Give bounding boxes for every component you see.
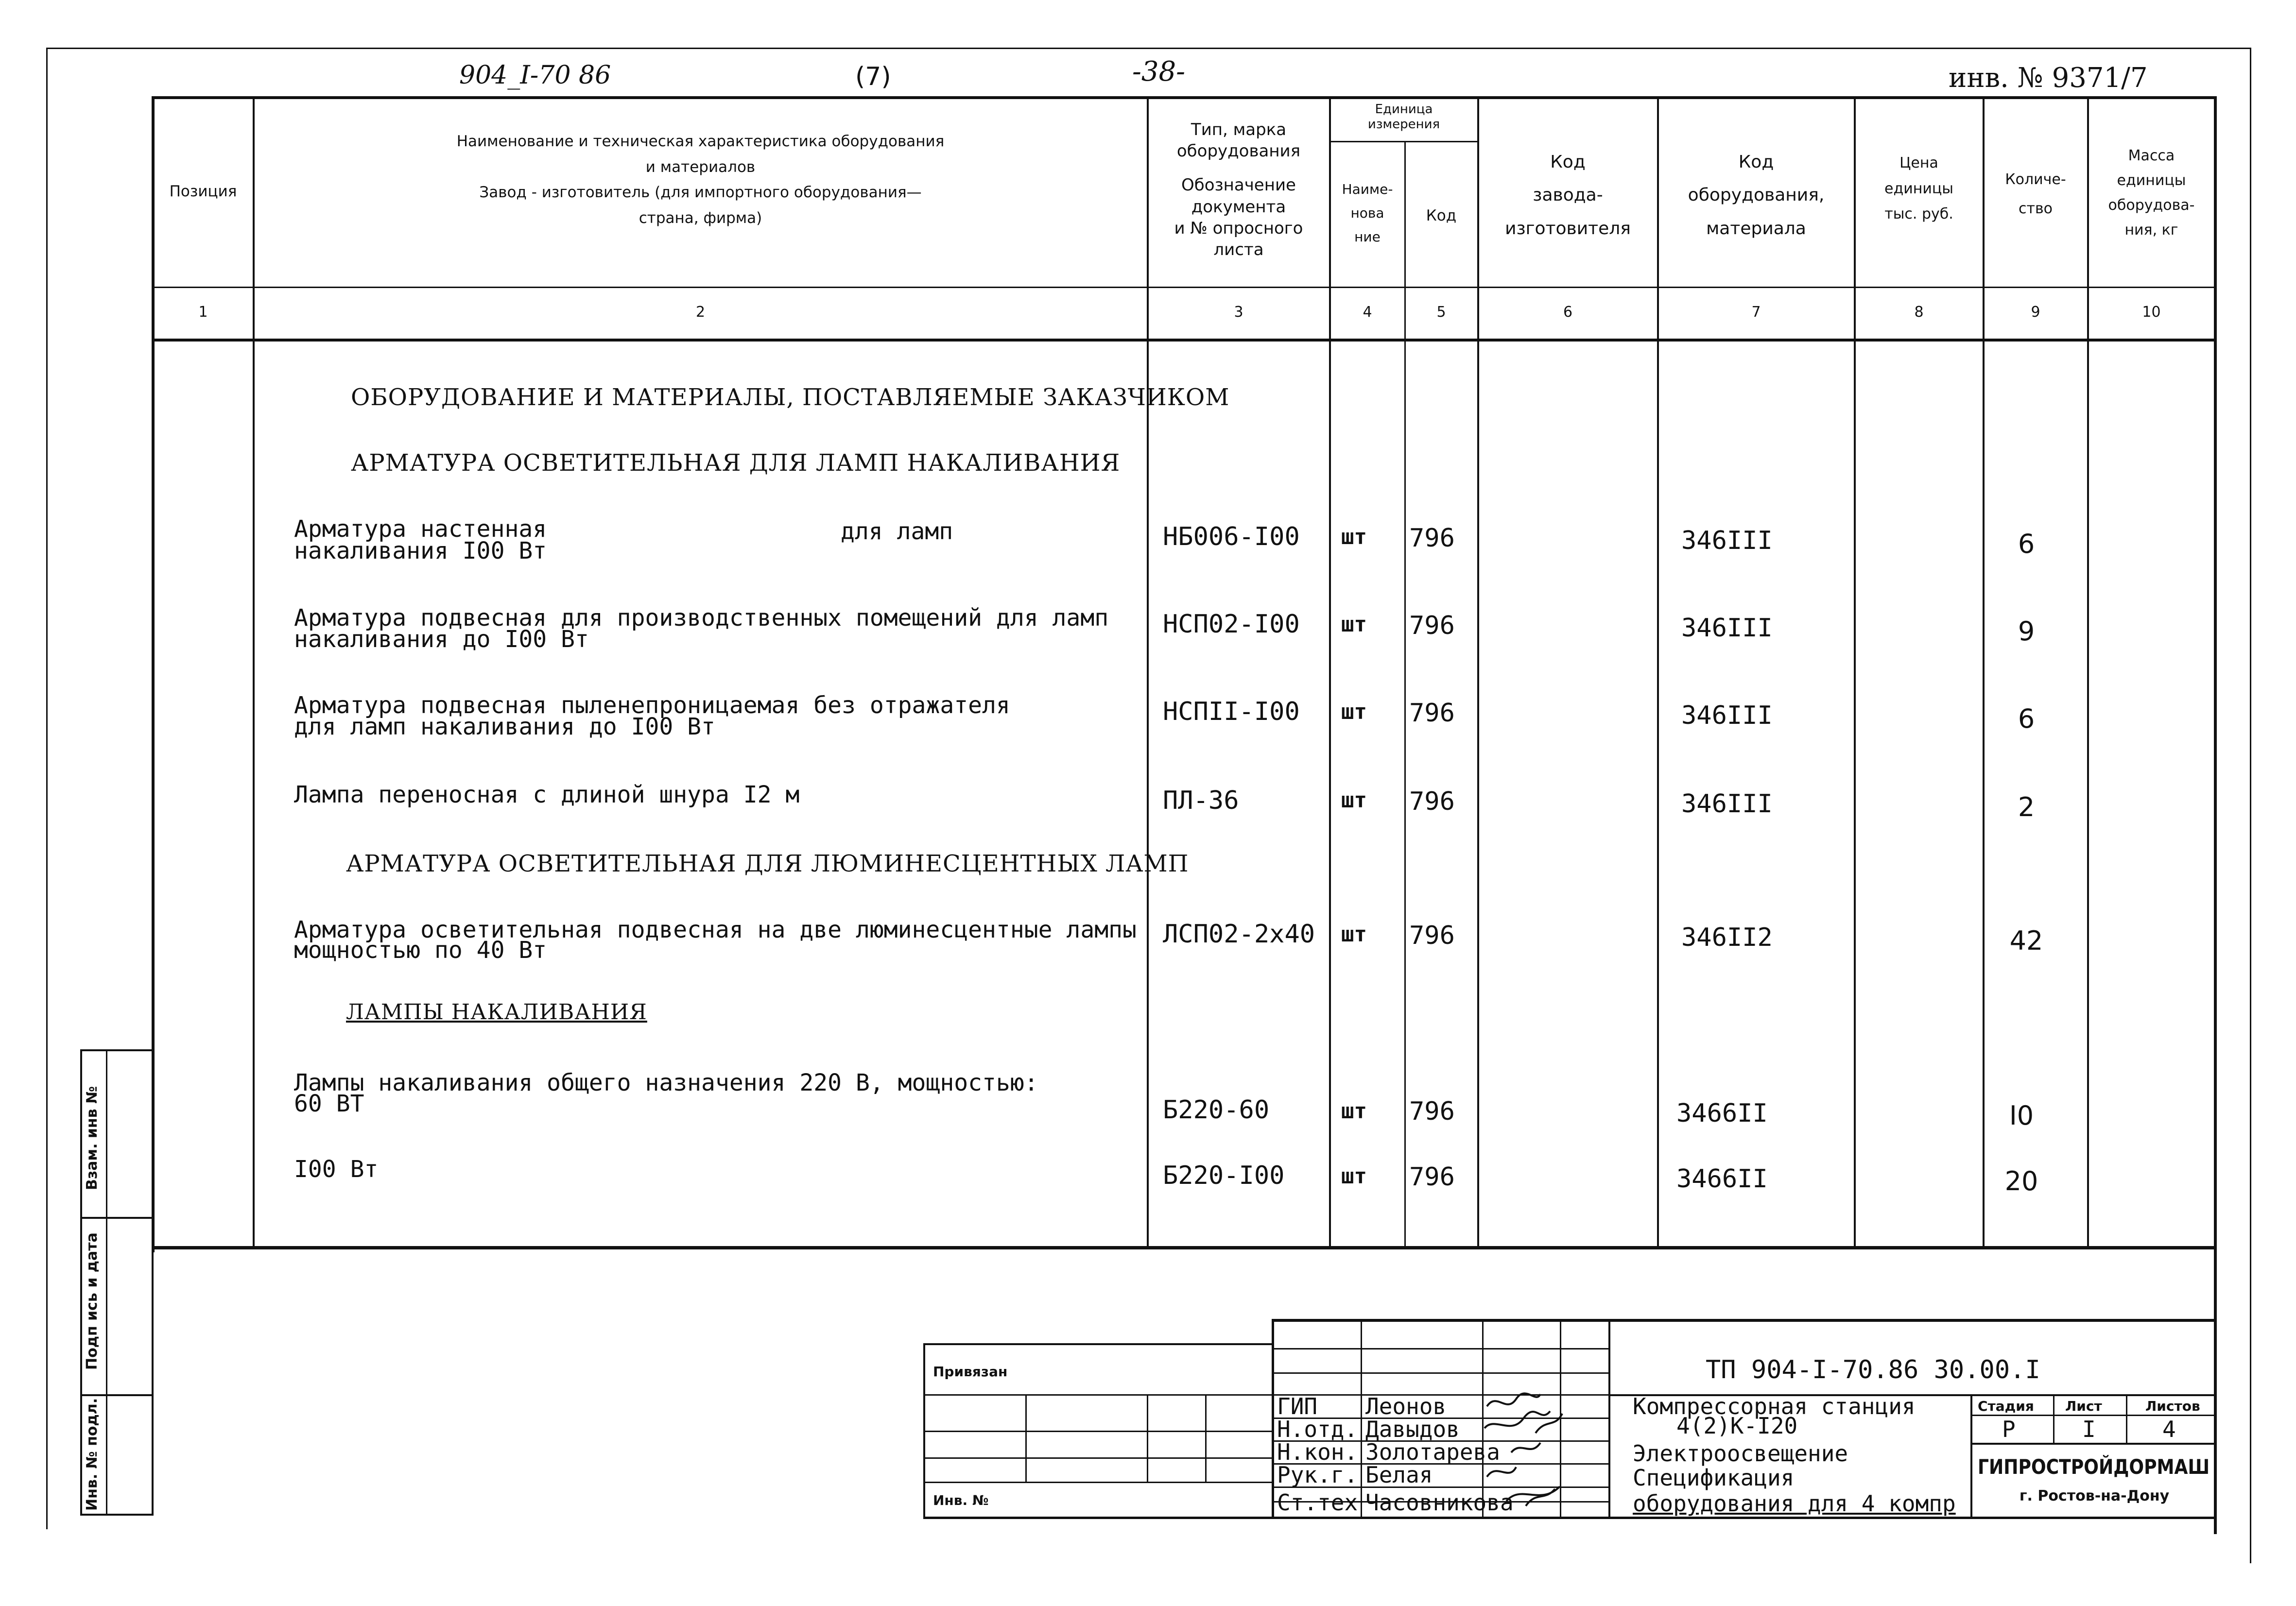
header-price <box>1856 151 1982 227</box>
row-1-quantity: 6 <box>2018 529 2035 559</box>
sheet-value: I <box>2082 1416 2096 1442</box>
row-2-quantity: 9 <box>2018 616 2035 647</box>
header-mass-line2: единицы <box>2117 172 2186 189</box>
stamp-info-left <box>1970 1394 1972 1518</box>
stamp-bottom <box>923 1517 2216 1519</box>
bind-label: Привязан <box>933 1364 1008 1380</box>
col-line-2 <box>1147 96 1149 1248</box>
table-bottom-line <box>153 1246 2216 1249</box>
colnum-10: 10 <box>2142 304 2161 321</box>
sheets-label: Листов <box>2145 1398 2200 1414</box>
row-1-name-line2: накаливания I00 Вт <box>294 537 547 564</box>
role-dept-head: Н.отд. <box>1277 1416 1358 1442</box>
header-type-line5: и № опросного <box>1174 218 1303 238</box>
row-4-equipment-code: 346III <box>1681 789 1773 819</box>
name-chief-engineer: Леонов <box>1365 1393 1447 1419</box>
title-line-2: 4(2)К-I20 <box>1676 1413 1798 1439</box>
organization-name: ГИПРОСТРОЙДОРМАШ <box>1978 1455 2210 1479</box>
bind-block-line2 <box>923 1431 1273 1432</box>
col-line-5 <box>1477 96 1479 1248</box>
name-dept-head: Давыдов <box>1365 1416 1460 1442</box>
name-norm-control: Золотарева <box>1365 1439 1500 1465</box>
row-7-name-line1: I00 Вт <box>294 1156 379 1183</box>
row-2-type: НСП02-I00 <box>1163 610 1300 639</box>
section-heading-customer-supplied: ОБОРУДОВАНИЕ И МАТЕРИАЛЫ, ПОСТАВЛЯЕМЫЕ ЗАКАЗЧИКОМ <box>351 384 1230 411</box>
page-number: -38- <box>1132 56 1186 87</box>
row-1-unit-code: 796 <box>1409 524 1455 553</box>
sheet-label: Лист <box>2065 1398 2102 1414</box>
row-3-type: НСПII-I00 <box>1163 697 1300 726</box>
stage-label: Стадия <box>1978 1398 2034 1414</box>
stamp-info-line2 <box>1970 1443 2216 1445</box>
role-group-head: Рук.г. <box>1277 1462 1358 1488</box>
side-label-signature-date: Подп ись и дата <box>84 1232 101 1370</box>
col-line-6 <box>1657 96 1659 1248</box>
row-6-type: Б220-60 <box>1163 1095 1270 1125</box>
document-number: ТП 904-I-70.86 30.00.I <box>1706 1355 2040 1384</box>
header-price-line2: единицы <box>1884 180 1953 197</box>
col-line-3 <box>1329 96 1331 1248</box>
header-quantity <box>1985 165 2087 223</box>
colnum-6: 6 <box>1563 304 1573 321</box>
stamp-grid-line-b <box>1273 1372 1608 1374</box>
row-4-unit: шт <box>1341 788 1367 813</box>
side-strip-outer <box>80 1049 82 1516</box>
row-4-unit-code: 796 <box>1409 787 1455 816</box>
colnum-9: 9 <box>2031 304 2040 321</box>
col-line-1 <box>253 96 255 1248</box>
name-group-head: Белая <box>1365 1462 1433 1488</box>
header-mass-line3: оборудова- <box>2108 197 2195 214</box>
col-line-8 <box>1983 96 1985 1248</box>
header-name-line3: Завод - изготовитель (для импортного оборудования— <box>479 184 922 202</box>
colnum-4: 4 <box>1363 304 1372 321</box>
colnum-2: 2 <box>695 304 706 321</box>
header-type-line3: Обозначение <box>1181 175 1296 195</box>
row-7-type: Б220-I00 <box>1163 1161 1285 1190</box>
row-7-unit: шт <box>1341 1164 1367 1189</box>
role-chief-engineer: ГИП <box>1277 1393 1318 1419</box>
side-strip-top <box>80 1049 153 1051</box>
stamp-top <box>1273 1319 2216 1322</box>
header-name-line1: Наименование и техническая характеристика оборудования <box>456 133 945 150</box>
stamp-info-vline2 <box>2126 1394 2127 1444</box>
page-border-right <box>2250 48 2251 1563</box>
row-5-type: ЛСП02-2х40 <box>1163 920 1315 949</box>
row-7-quantity: 20 <box>2004 1166 2038 1196</box>
side-strip-right <box>152 1049 154 1516</box>
header-unit-name <box>1331 177 1404 249</box>
row-4-quantity: 2 <box>2018 792 2035 822</box>
header-sep-line <box>153 287 2216 288</box>
header-type-line2: оборудования <box>1176 141 1301 161</box>
header-name-line4: страна, фирма) <box>639 209 762 227</box>
stamp-vline-4 <box>1608 1319 1610 1518</box>
role-senior-tech: Ст.тех <box>1277 1489 1358 1516</box>
row-6-unit: шт <box>1341 1099 1367 1124</box>
section-heading-incandescent-lamps: ЛАМПЫ НАКАЛИВАНИЯ <box>346 1000 647 1025</box>
inventory-number: инв. № 9371/7 <box>1949 62 2148 94</box>
side-strip-bottom <box>80 1514 153 1516</box>
row-6-quantity: I0 <box>2009 1100 2034 1131</box>
header-name-line2: и материалов <box>645 158 756 176</box>
colnum-8: 8 <box>1914 304 1924 321</box>
header-equipment-code <box>1659 146 1853 245</box>
row-3-quantity: 6 <box>2018 703 2035 734</box>
row-1-equipment-code: 346III <box>1681 526 1773 555</box>
header-quantity-line1: Количе- <box>2005 171 2066 188</box>
header-unit <box>1331 102 1477 132</box>
stamp-info-vline1 <box>2053 1394 2054 1444</box>
row-2-unit-code: 796 <box>1409 611 1455 640</box>
header-mass-line4: ния, кг <box>2124 222 2178 239</box>
stamp-grid-line-a <box>1273 1348 1608 1350</box>
row-5-name-line1: Арматура осветительная подвесная на две люминесцентные лампы <box>294 916 1137 943</box>
side-strip-divider-2 <box>80 1394 153 1396</box>
part-number: (7) <box>855 62 891 91</box>
row-5-unit-code: 796 <box>1409 921 1455 950</box>
numbers-sep-line <box>153 339 2216 342</box>
header-plant-code-line2: завода- <box>1533 185 1603 205</box>
row-5-quantity: 42 <box>2009 925 2043 956</box>
header-unit-name-line2: нова <box>1350 205 1384 221</box>
row-3-equipment-code: 346III <box>1681 701 1773 730</box>
row-2-equipment-code: 346III <box>1681 614 1773 643</box>
row-4-name-line1: Лампа переносная с длиной шнура I2 м <box>294 781 800 808</box>
header-unit-name-line3: ние <box>1354 229 1381 245</box>
row-7-unit-code: 796 <box>1409 1162 1455 1192</box>
col-line-9 <box>2087 96 2089 1248</box>
bind-block-top <box>923 1343 1273 1345</box>
row-2-name-line1: Арматура подвесная для производственных помещений для ламп <box>294 604 1109 632</box>
header-name <box>255 129 1146 231</box>
bind-block-vline2 <box>1147 1394 1148 1482</box>
inv-number-label: Инв. № <box>933 1492 989 1508</box>
sheets-value: 4 <box>2162 1416 2176 1442</box>
header-plant-code-line1: Код <box>1550 152 1586 172</box>
doc-code: 904_I-70 86 <box>459 61 611 90</box>
row-5-unit: шт <box>1341 922 1367 947</box>
row-6-unit-code: 796 <box>1409 1097 1455 1126</box>
stage-value: Р <box>2002 1416 2016 1442</box>
row-3-unit: шт <box>1341 700 1367 724</box>
row-6-name-line2: 60 ВТ <box>294 1090 364 1117</box>
side-strip-divider-1 <box>80 1217 153 1219</box>
stamp-vline-1 <box>1361 1319 1362 1518</box>
header-equipment-code-line2: оборудования, <box>1688 185 1825 205</box>
row-2-name-line2: накаливания до I00 Вт <box>294 626 589 653</box>
header-plant-code <box>1479 146 1657 245</box>
header-mass-line1: Масса <box>2128 147 2175 164</box>
bind-block-line3 <box>923 1457 1273 1459</box>
header-type-line6: листа <box>1213 239 1264 259</box>
side-strip-inner <box>106 1049 107 1516</box>
bind-block-vline1 <box>1025 1394 1027 1482</box>
header-type-line4: документа <box>1191 197 1286 217</box>
row-7-equipment-code: 3466II <box>1676 1164 1768 1194</box>
colnum-1: 1 <box>198 304 208 321</box>
table-right-line <box>2214 96 2217 1534</box>
row-6-name-line1: Лампы накаливания общего назначения 220 В, мощностью: <box>294 1069 1038 1096</box>
title-line-3: Электроосвещение <box>1633 1440 1848 1467</box>
header-quantity-line2: ство <box>2018 200 2053 217</box>
section-heading-incandescent-fittings: АРМАТУРА ОСВЕТИТЕЛЬНАЯ ДЛЯ ЛАМП НАКАЛИВАНИЯ <box>351 449 1121 477</box>
row-1-name-line1: Арматура настенная <box>294 515 547 543</box>
colnum-3: 3 <box>1234 304 1243 321</box>
organization-city: г. Ростов-на-Дону <box>2019 1487 2170 1504</box>
header-unit-line2: измерения <box>1367 117 1440 132</box>
row-4-type: ПЛ-36 <box>1163 786 1239 815</box>
page-border-left <box>46 48 48 1529</box>
row-2-unit: шт <box>1341 612 1367 637</box>
row-1-unit: шт <box>1341 525 1367 549</box>
bind-block-vline3 <box>1205 1394 1207 1482</box>
colnum-7: 7 <box>1751 304 1761 321</box>
header-position: Позиция <box>169 183 237 200</box>
header-equipment-code-line3: материала <box>1706 218 1806 239</box>
header-price-line1: Цена <box>1899 154 1938 171</box>
table-top-line <box>153 96 2216 99</box>
col-line-7 <box>1854 96 1856 1248</box>
page-border-top <box>46 48 2250 49</box>
signatures-drawing <box>1477 1389 1579 1516</box>
row-5-equipment-code: 346II2 <box>1681 923 1773 952</box>
header-unit-code: Код <box>1426 207 1457 224</box>
title-line-5: оборудования для 4 компр <box>1633 1490 1956 1517</box>
row-1-type: НБ006-I00 <box>1163 522 1300 551</box>
header-plant-code-line3: изготовителя <box>1505 218 1631 239</box>
header-unit-name-line1: Наиме- <box>1342 181 1393 197</box>
bind-block-line4 <box>923 1482 1273 1483</box>
role-norm-control: Н.кон. <box>1277 1439 1358 1465</box>
header-type <box>1149 119 1329 260</box>
header-mass <box>2089 143 2214 242</box>
section-heading-fluorescent-fittings: АРМАТУРА ОСВЕТИТЕЛЬНАЯ ДЛЯ ЛЮМИНЕСЦЕНТНЫХ ЛАМП <box>346 850 1189 877</box>
row-5-name-line2: мощностью по 40 Вт <box>294 937 547 964</box>
header-equipment-code-line1: Код <box>1738 152 1774 172</box>
row-1-name-line1b: для ламп <box>841 518 953 545</box>
title-line-1: Компрессорная станция <box>1633 1393 1916 1419</box>
unit-header-line <box>1329 141 1478 142</box>
side-label-replaces-inv: Взам. инв № <box>84 1086 101 1190</box>
header-type-line1: Тип, марка <box>1191 120 1287 139</box>
name-senior-tech: Часовникова <box>1365 1489 1514 1516</box>
title-line-4: Спецификация <box>1633 1465 1795 1491</box>
row-3-name-line1: Арматура подвесная пыленепроницаемая без отражателя <box>294 692 1010 719</box>
header-unit-line1: Единица <box>1375 102 1433 117</box>
header-price-line3: тыс. руб. <box>1884 205 1953 222</box>
colnum-5: 5 <box>1436 304 1446 321</box>
row-6-equipment-code: 3466II <box>1676 1099 1768 1128</box>
row-3-name-line2: для ламп накаливания до I00 Вт <box>294 713 715 740</box>
side-label-original-inv: Инв. № подл. <box>84 1398 101 1511</box>
bind-block-line1 <box>923 1394 1273 1396</box>
row-3-unit-code: 796 <box>1409 699 1455 728</box>
